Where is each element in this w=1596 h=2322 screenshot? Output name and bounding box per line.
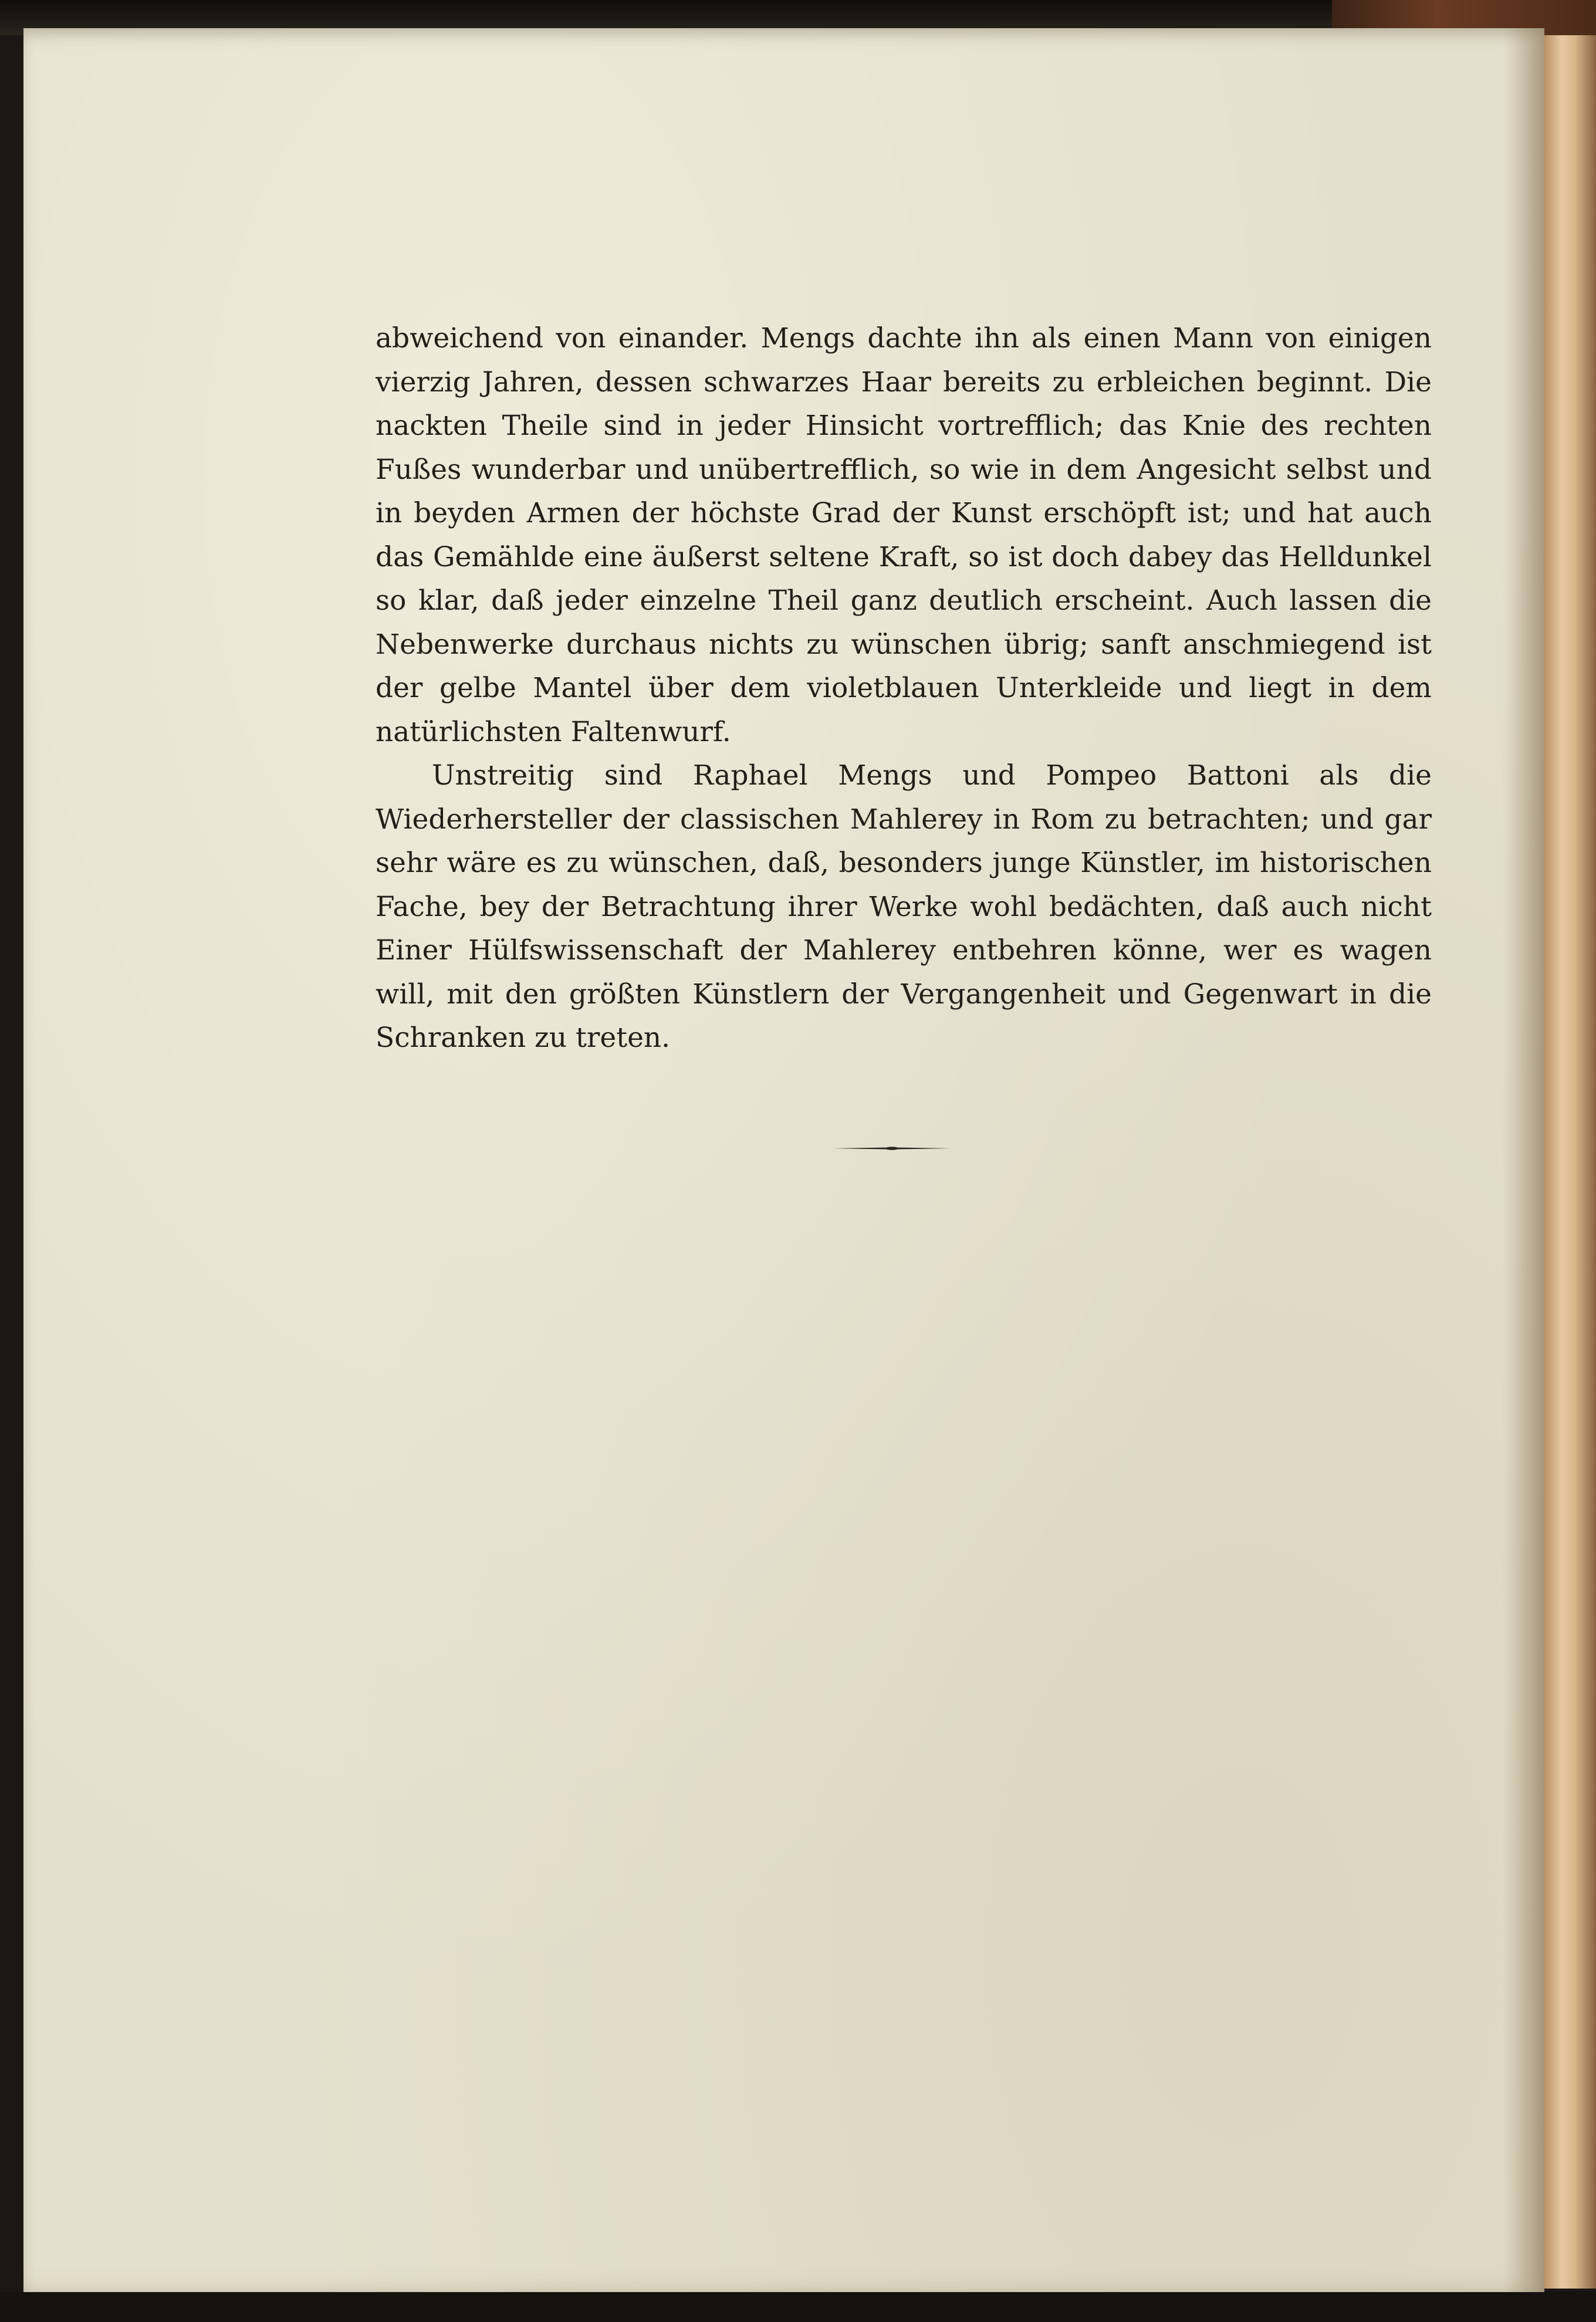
page-text <box>376 317 1432 1060</box>
scan-background-bottom <box>0 2291 1596 2322</box>
paragraph-2: Unstreitig sind Raphael Mengs und Pompeo Battoni als die Wiederhersteller der classischen Mahlerey in Rom zu betrachten; und gar sehr wäre es zu wünschen, daß, besonders junge Künstler, im historischen Fache, bey der Betrachtung ihrer Werke wohl bedächten, daß auch nicht Einer Hülfswissenschaft der Mahlerey entbehren könne, wer es wagen will, mit den größten Künstlern der Vergangenheit und Gegenwart in die Schranken zu treten. <box>376 759 1432 1054</box>
page-stack-edge <box>1543 35 1596 2289</box>
section-end-ornament <box>833 1144 951 1152</box>
gutter-shadow <box>1503 28 1544 2292</box>
paragraph-1: abweichend von einander. Mengs dachte ihn als einen Mann von einigen vierzig Jahren, dessen schwarzes Haar bereits zu erbleichen beginnt. Die nackten Theile sind in jeder Hinsicht vortrefflich; das Knie des rechten Fußes wunderbar und unübertrefflich, so wie in dem Angesicht selbst und in beyden Armen der höchste Grad der Kunst erschöpft ist; und hat auch das Gemählde eine äußerst seltene Kraft, so ist doch dabey das Helldunkel so klar, daß jeder einzelne Theil ganz deutlich erscheint. Auch lassen die Nebenwerke durchaus nichts zu wünschen übrig; sanft anschmiegend ist der gelbe Mantel über dem violetblauen Unterkleide und liegt in dem natürlichsten Faltenwurf. <box>376 322 1432 748</box>
